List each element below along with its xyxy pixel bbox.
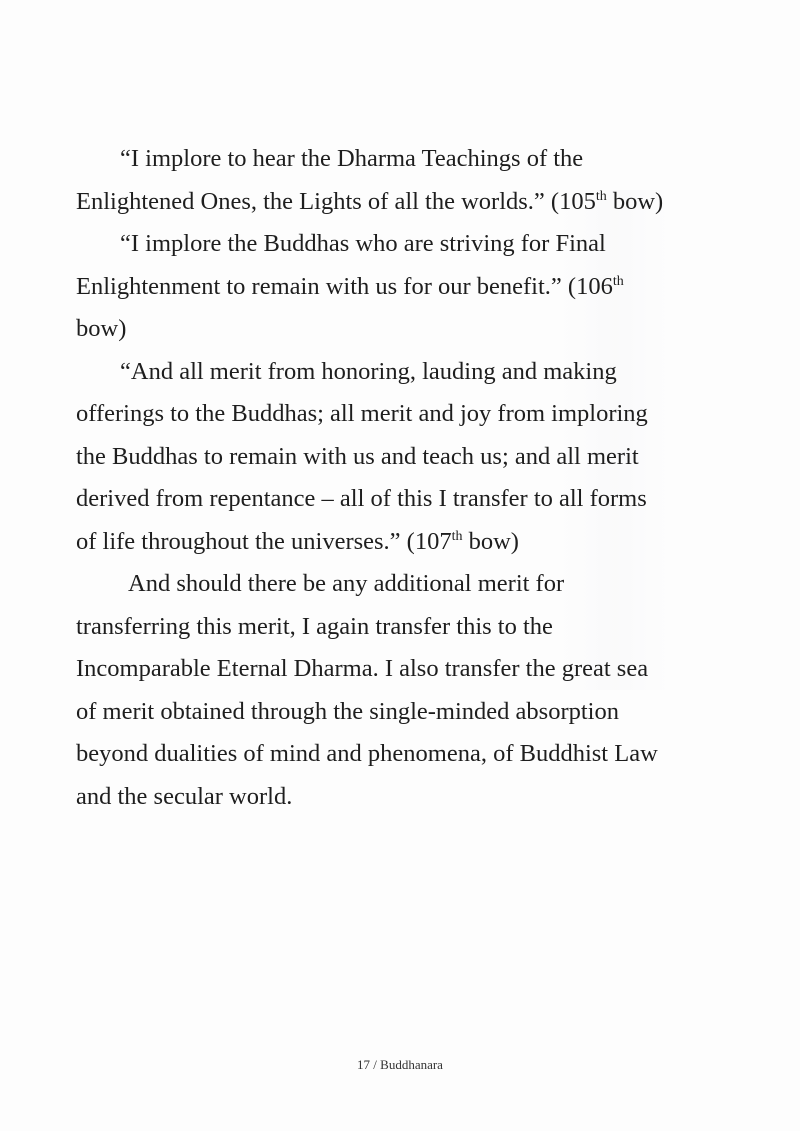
body-text <box>76 138 666 818</box>
paragraph-text: And should there be any additional merit for transferring this merit, I again transfer this to the Incomparable Eternal Dharma. I also transfer the great sea of merit obtained through the single-minded absorption beyond dualities of mind and phenomena, of Buddhist Law and the secular world. <box>76 570 658 810</box>
bow-label: bow) <box>606 187 664 215</box>
paragraph-105th-bow <box>76 138 666 223</box>
ordinal-suffix: th <box>451 528 463 544</box>
bow-label: bow) <box>462 527 519 555</box>
page-footer: 17 / Buddhanara <box>357 1057 443 1072</box>
bow-number: 106 <box>576 272 613 300</box>
paragraph-text: “I implore the Buddhas who are striving for Final Enlightenment to remain with us for our benefit.” ( <box>76 230 606 300</box>
bow-number: 107 <box>414 527 452 555</box>
ordinal-suffix: th <box>612 273 624 289</box>
bow-label: bow) <box>76 315 127 342</box>
paragraph-text: “And all merit from honoring, lauding and making offerings to the Buddhas; all merit and joy from imploring the Buddhas to remain with us and teach us; and all merit derived from repentance – all of this I transfer to all forms of life throughout the universes.” ( <box>76 357 648 555</box>
paragraph-merit-transfer <box>76 563 666 818</box>
paragraph-107th-bow <box>76 351 666 564</box>
paragraph-106th-bow <box>76 223 666 351</box>
bow-number: 105 <box>559 187 596 215</box>
ordinal-suffix: th <box>595 188 607 204</box>
paragraph-text: “I implore to hear the Dharma Teachings of the Enlightened Ones, the Lights of all the worlds.” ( <box>76 145 584 215</box>
